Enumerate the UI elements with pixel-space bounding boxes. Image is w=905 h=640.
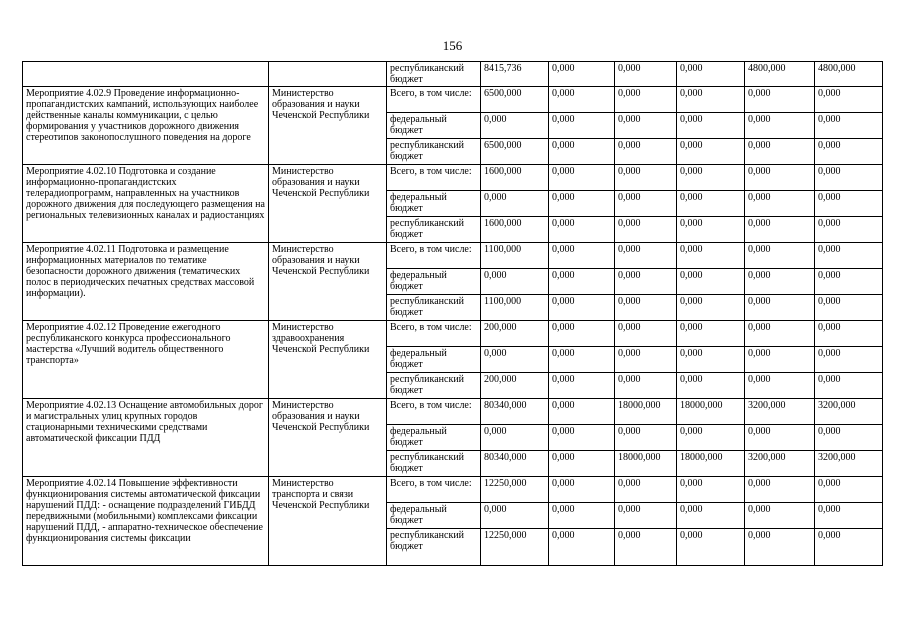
value-cell: 0,000 (815, 269, 883, 295)
value-cell: 0,000 (615, 113, 677, 139)
value-cell: 0,000 (745, 243, 815, 269)
value-cell: 18000,000 (615, 399, 677, 425)
value-cell: 0,000 (815, 217, 883, 243)
value-cell: 0,000 (481, 269, 549, 295)
value-cell: 0,000 (615, 295, 677, 321)
value-cell: 0,000 (677, 347, 745, 373)
value-cell: 0,000 (815, 529, 883, 566)
source-cell: республиканский бюджет (387, 62, 481, 87)
value-cell: 12250,000 (481, 477, 549, 503)
source-cell: Всего, в том числе: (387, 87, 481, 113)
value-cell: 0,000 (677, 243, 745, 269)
value-cell: 0,000 (549, 269, 615, 295)
value-cell: 0,000 (615, 62, 677, 87)
table-row (23, 165, 883, 191)
value-cell: 0,000 (745, 113, 815, 139)
value-cell: 1100,000 (481, 243, 549, 269)
value-cell: 0,000 (815, 295, 883, 321)
value-cell: 0,000 (677, 503, 745, 529)
value-cell: 1600,000 (481, 165, 549, 191)
source-cell: республиканский бюджет (387, 295, 481, 321)
value-cell: 0,000 (745, 529, 815, 566)
value-cell: 0,000 (745, 87, 815, 113)
value-cell: 0,000 (815, 347, 883, 373)
source-cell: Всего, в том числе: (387, 165, 481, 191)
source-cell: Всего, в том числе: (387, 243, 481, 269)
value-cell: 0,000 (615, 347, 677, 373)
measure-cell: Мероприятие 4.02.12 Проведение ежегодного республиканского конкурса профессионального мастерства «Лучший водитель общественного транспорта» (23, 321, 269, 399)
measure-cell: Мероприятие 4.02.13 Оснащение автомобильных дорог и магистральных улиц крупных городов стационарными техническими средствами автоматической фиксации ПДД (23, 399, 269, 477)
source-cell: республиканский бюджет (387, 451, 481, 477)
page-number: 156 (442, 38, 463, 53)
executor-cell (269, 62, 387, 87)
value-cell: 0,000 (745, 217, 815, 243)
value-cell: 0,000 (615, 529, 677, 566)
value-cell: 0,000 (677, 62, 745, 87)
value-cell: 0,000 (549, 217, 615, 243)
value-cell: 0,000 (745, 139, 815, 165)
measure-cell: Мероприятие 4.02.10 Подготовка и создание информационно-пропагандистских телерадиопрограмм, направленных на участников дорожного движения для последующего размещения на региональных телевизионных каналах и радиостанциях (23, 165, 269, 243)
source-cell: федеральный бюджет (387, 503, 481, 529)
value-cell: 12250,000 (481, 529, 549, 566)
value-cell: 0,000 (677, 425, 745, 451)
value-cell: 0,000 (549, 373, 615, 399)
source-cell: федеральный бюджет (387, 113, 481, 139)
value-cell: 0,000 (815, 191, 883, 217)
value-cell: 0,000 (481, 113, 549, 139)
executor-cell: Министерство образования и науки Чеченской Республики (269, 243, 387, 321)
value-cell: 0,000 (549, 113, 615, 139)
value-cell: 0,000 (615, 321, 677, 347)
value-cell: 0,000 (615, 425, 677, 451)
value-cell: 0,000 (815, 425, 883, 451)
executor-cell: Министерство образования и науки Чеченской Республики (269, 87, 387, 165)
source-cell: федеральный бюджет (387, 425, 481, 451)
value-cell: 0,000 (481, 191, 549, 217)
value-cell: 0,000 (615, 243, 677, 269)
table-body (23, 62, 883, 566)
value-cell: 0,000 (549, 399, 615, 425)
executor-cell: Министерство образования и науки Чеченской Республики (269, 399, 387, 477)
value-cell: 200,000 (481, 321, 549, 347)
value-cell: 0,000 (745, 373, 815, 399)
value-cell: 0,000 (677, 295, 745, 321)
value-cell: 3200,000 (815, 451, 883, 477)
value-cell: 0,000 (615, 503, 677, 529)
value-cell: 0,000 (815, 87, 883, 113)
value-cell: 0,000 (615, 269, 677, 295)
value-cell: 8415,736 (481, 62, 549, 87)
executor-cell: Министерство транспорта и связи Чеченской Республики (269, 477, 387, 566)
value-cell: 0,000 (815, 321, 883, 347)
source-cell: республиканский бюджет (387, 139, 481, 165)
value-cell: 0,000 (815, 139, 883, 165)
value-cell: 0,000 (615, 139, 677, 165)
value-cell: 0,000 (815, 113, 883, 139)
source-cell: Всего, в том числе: (387, 477, 481, 503)
value-cell: 0,000 (615, 477, 677, 503)
value-cell: 1600,000 (481, 217, 549, 243)
value-cell: 0,000 (745, 321, 815, 347)
value-cell: 0,000 (549, 503, 615, 529)
value-cell: 0,000 (481, 503, 549, 529)
value-cell: 0,000 (549, 347, 615, 373)
value-cell: 0,000 (549, 477, 615, 503)
value-cell: 0,000 (815, 373, 883, 399)
value-cell: 0,000 (745, 347, 815, 373)
executor-cell: Министерство здравоохранения Чеченской Республики (269, 321, 387, 399)
table-row (23, 243, 883, 269)
value-cell: 0,000 (549, 321, 615, 347)
value-cell: 0,000 (615, 191, 677, 217)
value-cell: 0,000 (745, 503, 815, 529)
measure-cell: Мероприятие 4.02.9 Проведение информационно-пропагандистских кампаний, использующих наиболее действенные каналы коммуникации, с целью формирования у участников дорожного движения стереотипов законопослушного поведения на дороге (23, 87, 269, 165)
value-cell: 0,000 (677, 321, 745, 347)
value-cell: 6500,000 (481, 139, 549, 165)
value-cell: 0,000 (745, 295, 815, 321)
value-cell: 3200,000 (815, 399, 883, 425)
value-cell: 0,000 (549, 191, 615, 217)
value-cell: 200,000 (481, 373, 549, 399)
value-cell: 0,000 (677, 113, 745, 139)
value-cell: 3200,000 (745, 451, 815, 477)
value-cell: 0,000 (745, 165, 815, 191)
table-row (23, 477, 883, 503)
value-cell: 0,000 (549, 165, 615, 191)
value-cell: 18000,000 (615, 451, 677, 477)
value-cell: 0,000 (815, 165, 883, 191)
value-cell: 0,000 (815, 243, 883, 269)
value-cell: 0,000 (677, 529, 745, 566)
value-cell: 0,000 (481, 425, 549, 451)
value-cell: 0,000 (815, 477, 883, 503)
source-cell: республиканский бюджет (387, 217, 481, 243)
value-cell: 0,000 (745, 191, 815, 217)
value-cell: 80340,000 (481, 399, 549, 425)
table-row (23, 87, 883, 113)
value-cell: 0,000 (549, 243, 615, 269)
funding-table (22, 61, 883, 566)
value-cell: 4800,000 (815, 62, 883, 87)
value-cell: 3200,000 (745, 399, 815, 425)
table-row (23, 399, 883, 425)
value-cell: 0,000 (549, 295, 615, 321)
value-cell: 0,000 (615, 87, 677, 113)
value-cell: 0,000 (745, 425, 815, 451)
value-cell: 0,000 (677, 477, 745, 503)
value-cell: 18000,000 (677, 451, 745, 477)
value-cell: 0,000 (549, 62, 615, 87)
source-cell: республиканский бюджет (387, 529, 481, 566)
value-cell: 0,000 (549, 451, 615, 477)
value-cell: 0,000 (549, 139, 615, 165)
value-cell: 0,000 (677, 373, 745, 399)
value-cell: 18000,000 (677, 399, 745, 425)
value-cell: 0,000 (745, 269, 815, 295)
value-cell: 1100,000 (481, 295, 549, 321)
value-cell: 0,000 (677, 165, 745, 191)
value-cell: 4800,000 (745, 62, 815, 87)
source-cell: Всего, в том числе: (387, 321, 481, 347)
value-cell: 0,000 (549, 529, 615, 566)
source-cell: федеральный бюджет (387, 191, 481, 217)
value-cell: 6500,000 (481, 87, 549, 113)
value-cell: 80340,000 (481, 451, 549, 477)
source-cell: Всего, в том числе: (387, 399, 481, 425)
table-row (23, 62, 883, 87)
value-cell: 0,000 (615, 373, 677, 399)
value-cell: 0,000 (745, 477, 815, 503)
value-cell: 0,000 (615, 217, 677, 243)
value-cell: 0,000 (677, 217, 745, 243)
value-cell: 0,000 (677, 269, 745, 295)
value-cell: 0,000 (815, 503, 883, 529)
value-cell: 0,000 (677, 87, 745, 113)
source-cell: республиканский бюджет (387, 373, 481, 399)
measure-cell: Мероприятие 4.02.11 Подготовка и размещение информационных материалов по тематике безопасности дорожного движения (тематических полос в периодических печатных средствах массовой информации). (23, 243, 269, 321)
value-cell: 0,000 (481, 347, 549, 373)
value-cell: 0,000 (677, 191, 745, 217)
executor-cell: Министерство образования и науки Чеченской Республики (269, 165, 387, 243)
measure-cell: Мероприятие 4.02.14 Повышение эффективности функционирования системы автоматической фиксации нарушений ПДД: - оснащение подразделений ГИБДД передвижными (мобильными) комплексами фиксации нарушений ПДД, - аппаратно-техническое обеспечение функционирования системы фиксации (23, 477, 269, 566)
table-row (23, 321, 883, 347)
value-cell: 0,000 (549, 87, 615, 113)
value-cell: 0,000 (549, 425, 615, 451)
value-cell: 0,000 (677, 139, 745, 165)
value-cell: 0,000 (615, 165, 677, 191)
source-cell: федеральный бюджет (387, 269, 481, 295)
source-cell: федеральный бюджет (387, 347, 481, 373)
measure-cell (23, 62, 269, 87)
